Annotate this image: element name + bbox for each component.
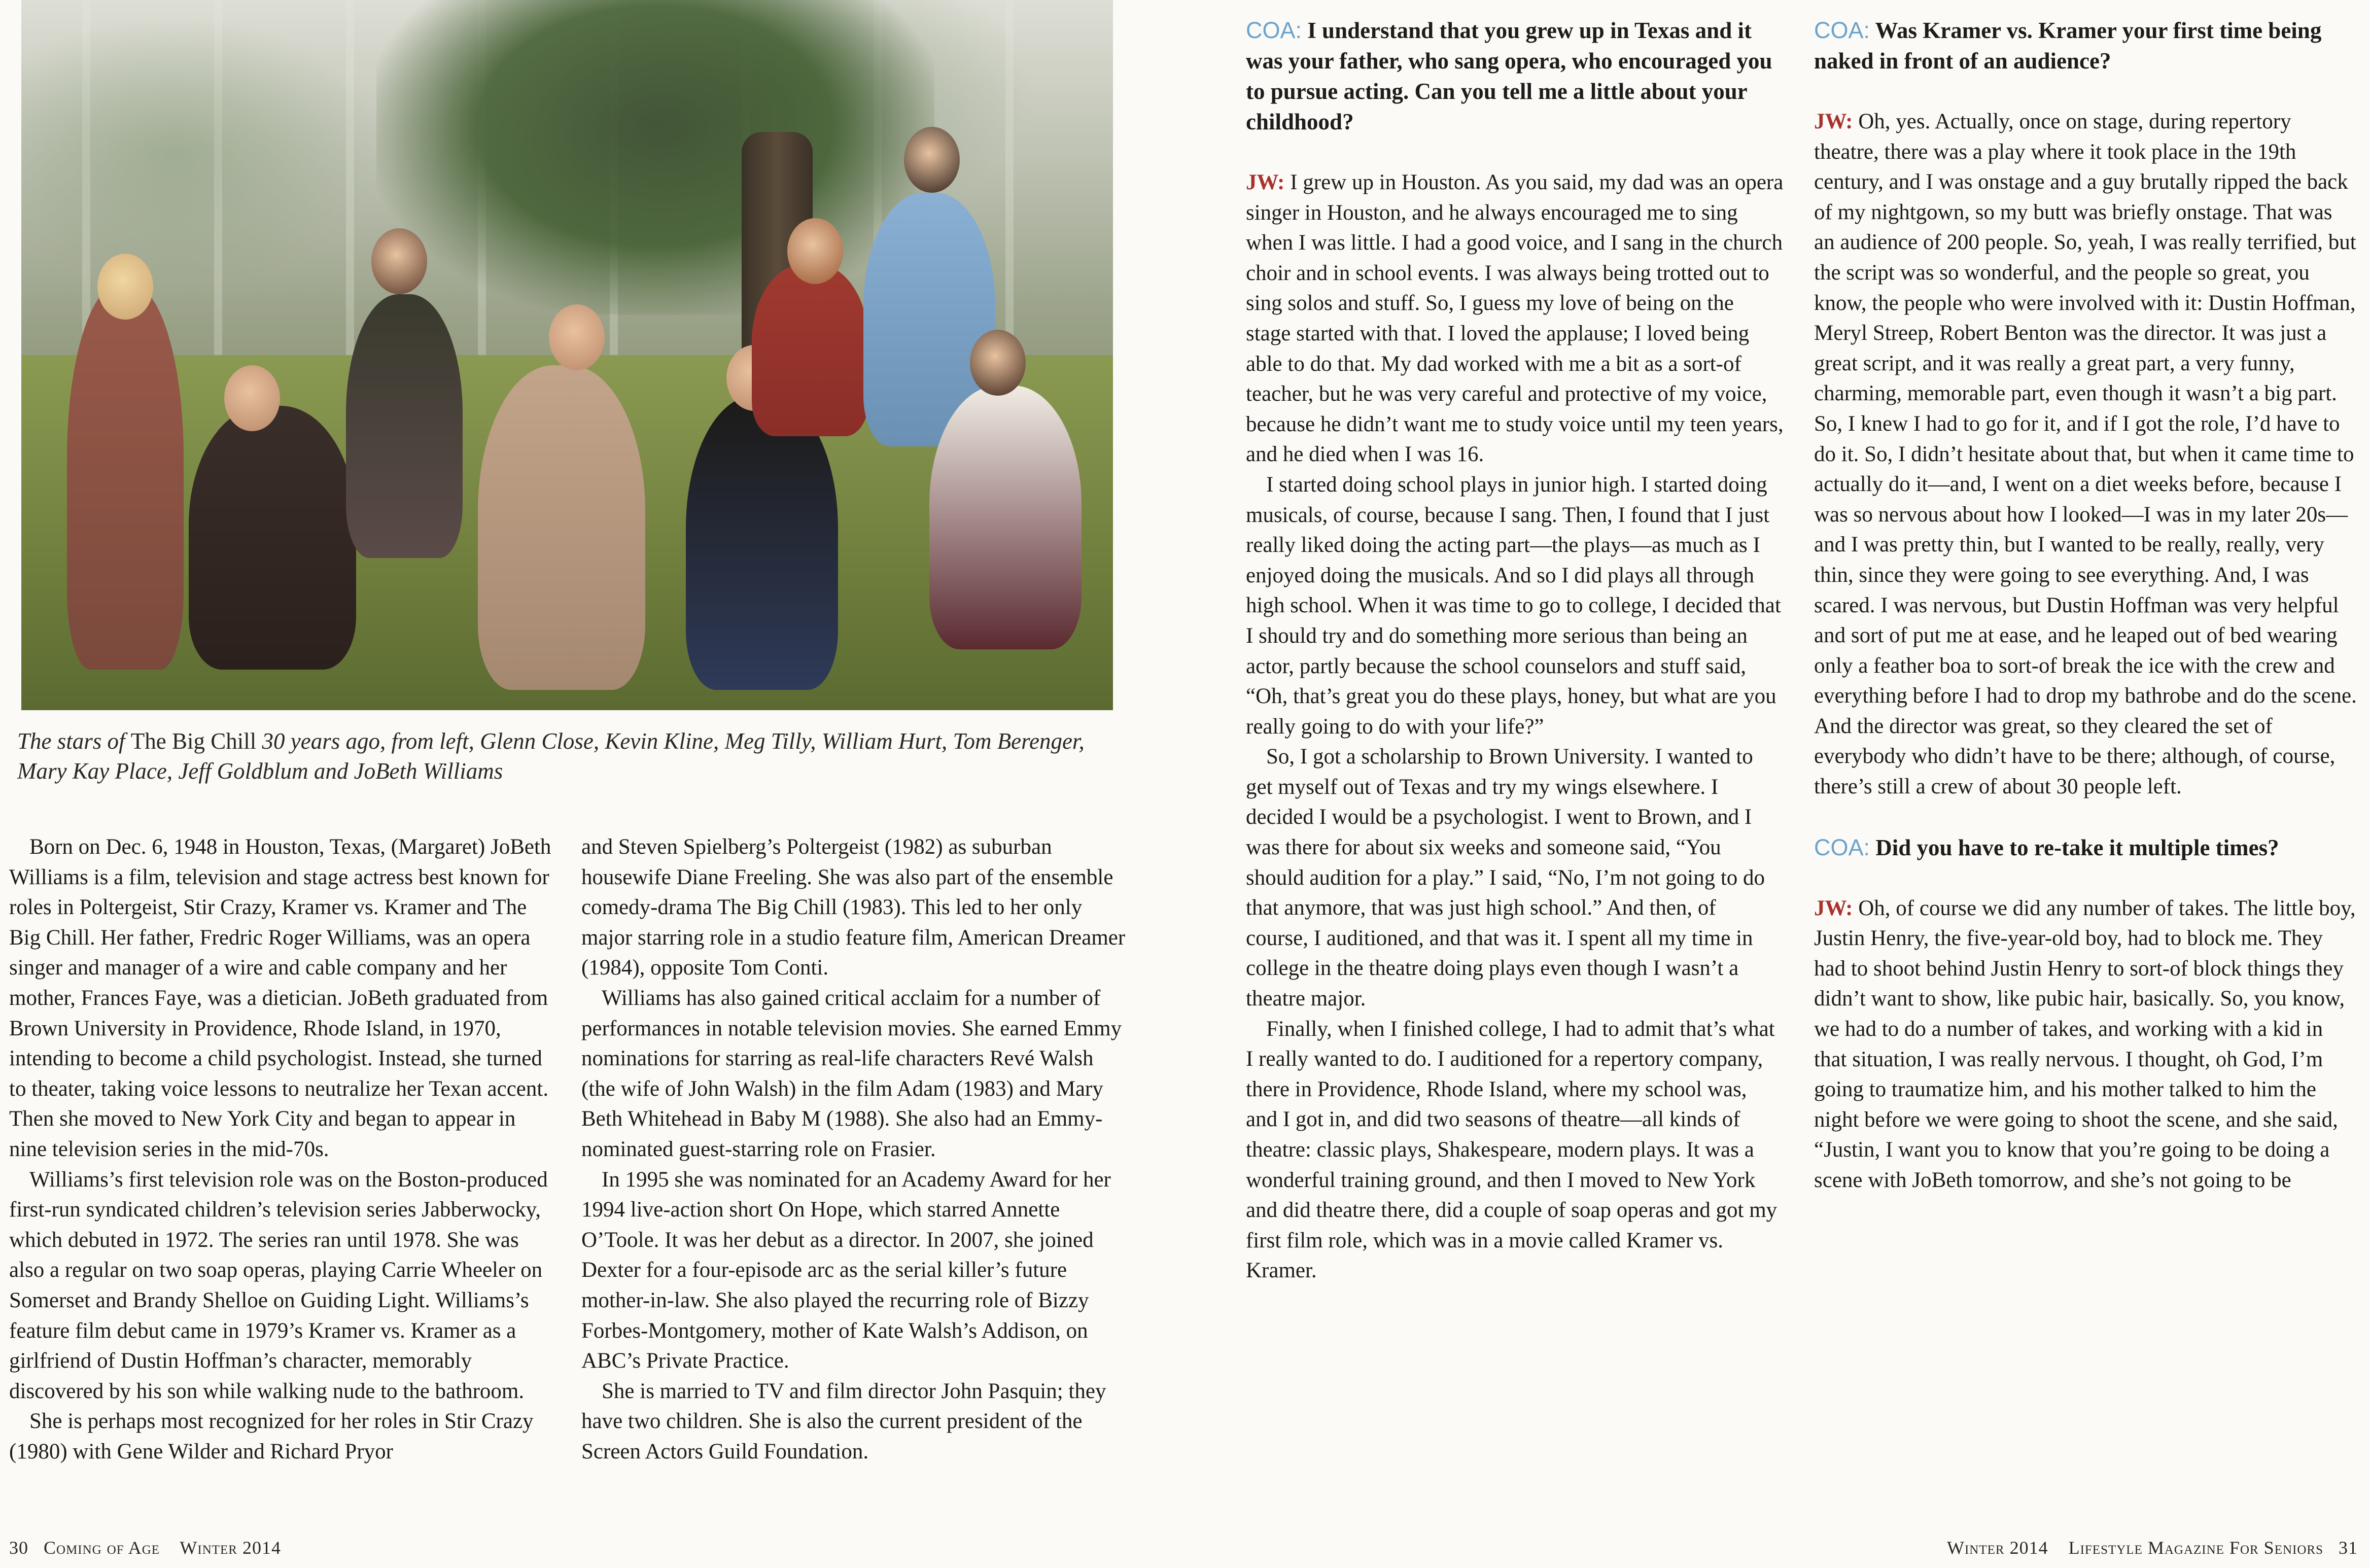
question: COA: Was Kramer vs. Kramer your first time being naked in front of an audience? bbox=[1814, 17, 2322, 74]
bio-paragraph: She is married to TV and film director John Pasquin; they have two children. She is also the current president of the Screen Actors Guild Foundation. bbox=[581, 1379, 1106, 1464]
coa-label: COA: bbox=[1814, 834, 1870, 860]
bio-paragraph: and Steven Spielberg’s Poltergeist (1982) as suburban housewife Diane Freeling. She was also part of the ensemble comedy-drama The Big Chill (1983). This led to her only major starring role in a studio feature film, American Dreamer (1984), opposite Tom Conti. bbox=[581, 835, 1126, 980]
question: COA: Did you have to re-take it multiple times? bbox=[1814, 834, 2279, 860]
right-page bbox=[1185, 0, 2370, 1568]
interview-column-2 bbox=[1814, 15, 2357, 1196]
bio-paragraph: In 1995 she was nominated for an Academy Award for her 1994 live-action short On Hope, which starred Annette O’Toole. It was her debut as a director. In 2007, she joined Dexter for a four-episode arc as the serial killer’s future mother-in-law. She also played the recurring role of Bizzy Forbes-Montgomery, mother of Kate Walsh’s Addison, on ABC’s Private Practice. bbox=[581, 1167, 1111, 1373]
bio-column-1 bbox=[9, 832, 557, 1467]
coa-label: COA: bbox=[1814, 17, 1870, 43]
coa-label: COA: bbox=[1246, 17, 1302, 43]
question: COA: I understand that you grew up in Texas and it was your father, who sang opera, who encouraged you to pursue acting. Can you tell me a little about your childhood? bbox=[1246, 17, 1772, 134]
bio-paragraph: Williams has also gained critical acclaim for a number of performances in notable television movies. She earned Emmy nominations for starring as real-life characters Revé Walsh (the wife of John Walsh) in the film Adam (1983) and Mary Beth Whitehead in Baby M (1988). She also had an Emmy-nominated guest-starring role on Frasier. bbox=[581, 986, 1122, 1161]
answer-paragraph: So, I got a scholarship to Brown University. I wanted to get myself out of Texas and try my wings elsewhere. I decided I would be a psychologist. I went to Brown, and I was there for about six weeks and someone said, “You should audition for a play.” I said, “No, I’m not going to do that anymore, that was just high school.” And then, of course, I auditioned, and that was it. I spent all my time in college in the theatre doing plays even though I wasn’t a theatre major. bbox=[1246, 745, 1765, 1011]
bio-column-2 bbox=[581, 832, 1129, 1467]
bio-paragraph: Born on Dec. 6, 1948 in Houston, Texas, (Margaret) JoBeth Williams is a film, television and stage actress best known for roles in Poltergeist, Stir Crazy, Kramer vs. Kramer and The Big Chill. Her father, Fredric Roger Williams, was an opera singer and manager of a wire and cable company and her mother, Frances Faye, was a dietician. JoBeth graduated from Brown University in Providence, Rhode Island, in 1970, intending to become a child psychologist. Instead, she turned to theater, taking voice lessons to neutralize her Texan accent. Then she moved to New York City and began to appear in nine television series in the mid-70s. bbox=[9, 835, 551, 1161]
answer-paragraph: I started doing school plays in junior high. I started doing musicals, of course, because I sang. Then, I found that I just really liked doing the acting part—the plays—as much as I enjoyed doing the musicals. And so I did plays all through high school. When it was time to go to college, I decided that I should try and do something more serious than being an actor, partly because the school counselors and stuff said, “Oh, that’s great you do these plays, honey, but what are you really going to do with your life?” bbox=[1246, 472, 1781, 739]
jw-label: JW: bbox=[1814, 110, 1853, 133]
bio-paragraph: She is perhaps most recognized for her roles in Stir Crazy (1980) with Gene Wilder and Richard Pryor bbox=[9, 1409, 534, 1464]
bio-paragraph: Williams’s first television role was on the Boston-produced first-run syndicated children’s television series Jabberwocky, which debuted in 1972. The series ran until 1978. She was also a regular on two soap operas, playing Carrie Wheeler on Somerset and Brandy Shelloe on Guiding Light. Williams’s feature film debut came in 1979’s Kramer vs. Kramer as a girlfriend of Dustin Hoffman’s character, memorably discovered by his son while walking nude to the bathroom. bbox=[9, 1167, 548, 1403]
cast-photo bbox=[21, 0, 1113, 710]
folio-right: Winter 2014 Lifestyle Magazine For Seniors 31 bbox=[1947, 1538, 2358, 1558]
answer-paragraph: JW: Oh, yes. Actually, once on stage, during repertory theatre, there was a play where it took place in the 19th century, and I was onstage and a guy brutally ripped the back of my nightgown, so my butt was briefly onstage. That was an audience of 200 people. So, yeah, I was really terrified, but the script was so wonderful, and the people so great, you know, the people who were involved with it: Dustin Hoffman, Meryl Streep, Robert Benton was the director. It was just a great script, and it was really a great part, a very funny, charming, memorable part, even though it wasn’t a big part. So, I knew I had to go for it, and if I got the role, I’d have to do it. So, I didn’t hesitate about that, but when it came time to actually do it—and, I went on a diet weeks before, because I was so nervous about how I looked—I was in my later 20s—and I was pretty thin, but I wanted to be really, really, very thin, since they were going to see everything. And, I was scared. I was nervous, but Dustin Hoffman was very helpful and sort of put me at ease, and he leaped out of bed wearing only a feather boa to sort-of break the ice with the crew and everything before I had to drop my bathrobe and do the scene. And the director was great, so they cleared the set of everybody who didn’t have to be there; although, of course, there’s still a crew of about 30 people left. bbox=[1814, 110, 2357, 799]
jw-label: JW: bbox=[1246, 170, 1285, 194]
answer-paragraph: JW: Oh, of course we did any number of takes. The little boy, Justin Henry, the five-year-old boy, had to block me. They had to shoot behind Justin Henry to sort-of block things they didn’t want to show, like pubic hair, basically. So, you know, we had to do a number of takes, and working with a kid in that situation, I was really nervous. I thought, oh God, I’m going to traumatize him, and his mother talked to him the night before we were going to shoot the scene, and she said, “Justin, I want you to know that you’re going to be doing a scene with JoBeth tomorrow, and she’s not going to be bbox=[1814, 896, 2356, 1192]
interview-column-1 bbox=[1246, 15, 1784, 1286]
folio-left: 30 Coming of Age Winter 2014 bbox=[9, 1538, 281, 1558]
answer-paragraph: JW: I grew up in Houston. As you said, my dad was an opera singer in Houston, and he always encouraged me to sing when I was little. I had a good voice, and I sang in the church choir and in school events. I was always being trotted out to sing solos and stuff. So, I guess my love of being on the stage started with that. I loved the applause; I loved being able to do that. My dad worked with me a bit as a sort-of teacher, but he was very careful and protective of my voice, because he didn’t want me to study voice until my teen years, and he died when I was 16. bbox=[1246, 170, 1784, 467]
photo-caption: The stars of The Big Chill 30 years ago, from left, Glenn Close, Kevin Kline, Meg Tilly, William Hurt, Tom Berenger, Mary Kay Place, Jeff Goldblum and JoBeth Williams bbox=[17, 728, 1085, 784]
jw-label: JW: bbox=[1814, 896, 1853, 920]
answer-paragraph: Finally, when I finished college, I had to admit that’s what I really wanted to do. I auditioned for a repertory company, there in Providence, Rhode Island, where my school was, and I got in, and did two seasons of theatre—all kinds of theatre: classic plays, Shakespeare, modern plays. It was a wonderful training ground, and then I moved to New York and did theatre there, did a couple of soap operas and got my first film role, which was in a movie called Kramer vs. Kramer. bbox=[1246, 1017, 1778, 1283]
